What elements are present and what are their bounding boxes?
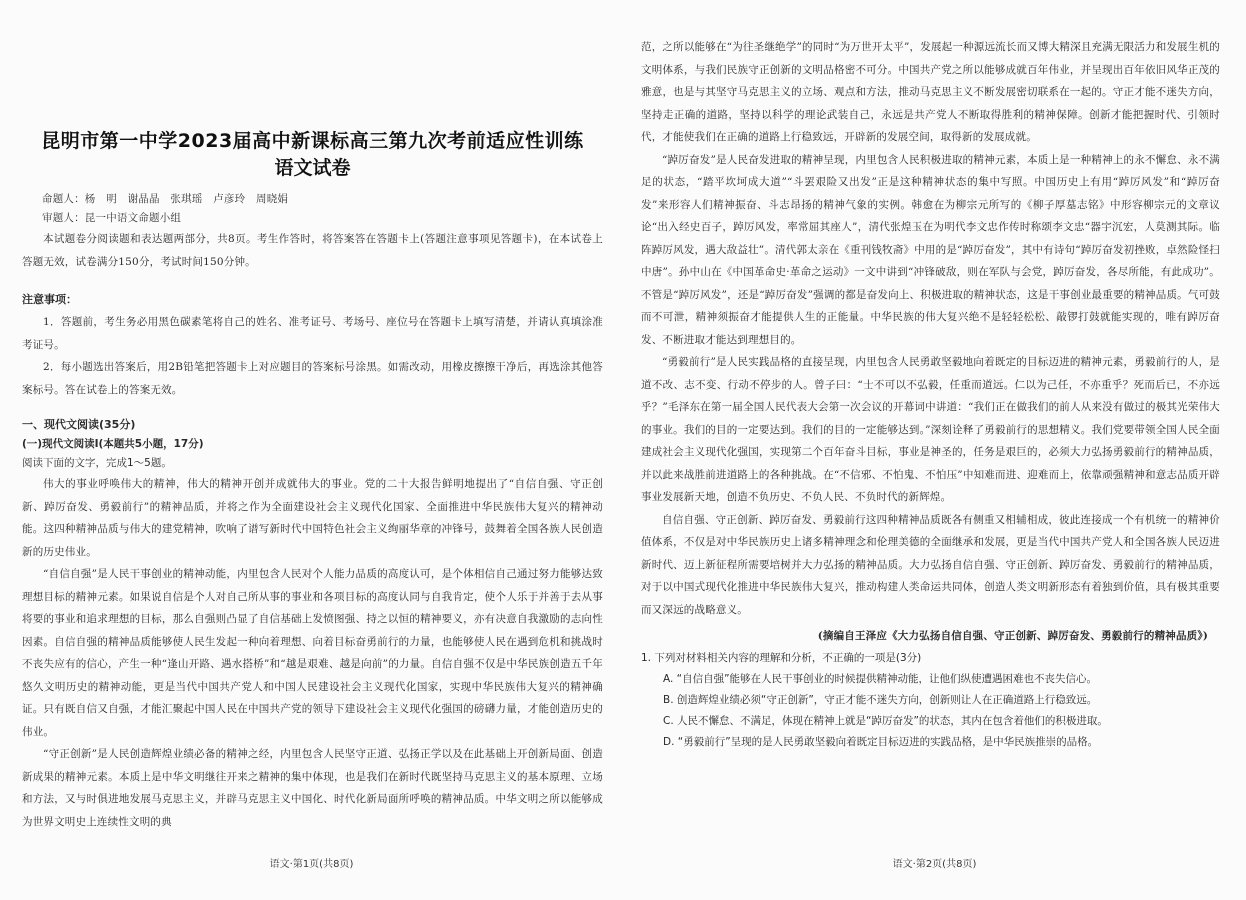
subsection-heading: (一)现代文阅读Ⅰ(本题共5小题，17分) <box>22 438 204 450</box>
authors-line: 命题人：杨 明 谢晶晶 张琪瑶 卢彦玲 周晓娟 <box>42 193 289 205</box>
exam-subtitle: 语文试卷 <box>274 157 351 179</box>
passage-paragraph: 自信自强、守正创新、踔厉奋发、勇毅前行这四种精神品质既各有侧重又相辅相成，彼此连接成一个有机统一的精神价值体系，不仅是对中华民族历史上诸多精神理念和伦理美德的全面继承和发展，更是当代中国共产党人和全国各族人民迈进新时代、迈上新征程所需要培树并大力弘扬的精神品质。大力弘扬自信自强、守正创新、踔厉奋发、勇毅前行的精神品质，对于以中国式现代化推进中华民族伟大复兴，推动构建人类命运共同体，创造人类文明新形态有着独到价值，具有极其重要而又深远的战略意义。 <box>641 513 1220 616</box>
page-footer: 语文·第2页(共8页) <box>892 859 977 870</box>
option-c: C. 人民不懈怠、不满足，体现在精神上就是“踔厉奋发”的状态，其内在包含着他们的积极进取。 <box>663 714 1108 727</box>
notice-item: 2．每小题选出答案后，用2B铅笔把答题卡上对应题目的答案标号涂黑。如需改动，用橡皮擦擦干净后，再选涂其他答案标号。答在试卷上的答案无效。 <box>22 361 603 396</box>
notice-heading: 注意事项： <box>22 293 77 306</box>
exam-intro: 本试题卷分阅读题和表达题两部分，共8页。考生作答时，将答案答在答题卡上(答题注意事项见答题卡)，在本试卷上答题无效，试卷满分150分，考试时间150分钟。 <box>22 233 603 268</box>
source-citation: (摘编自王泽应《大力弘扬自信自强、守正创新、踔厉奋发、勇毅前行的精神品质》) <box>817 630 1208 642</box>
option-b: B. 创造辉煌业绩必须“守正创新”，守正才能不迷失方向，创新则让人在正确道路上行稳致远。 <box>663 693 1098 706</box>
notice-item: 1．答题前，考生务必用黑色碳素笔将自己的姓名、准考证号、考场号、座位号在答题卡上填写清楚，并请认真填涂准考证号。 <box>22 316 603 351</box>
right-page <box>623 0 1246 900</box>
exam-title: 昆明市第一中学2023届高中新课标高三第九次考前适应性训练 <box>41 130 584 152</box>
passage-paragraph: 伟大的事业呼唤伟大的精神，伟大的精神开创并成就伟大的事业。党的二十大报告鲜明地提出了“自信自强、守正创新、踔厉奋发、勇毅前行”的精神品质，并将之作为全面建设社会主义现代化国家、全面推进中华民族伟大复兴的精神动能。这四种精神品质与伟大的建党精神，吹响了谱写新时代中国特色社会主义绚丽华章的冲锋号，鼓舞着全国各族人民创造新的历史伟业。 <box>22 478 603 558</box>
passage-paragraph: “自信自强”是人民干事创业的精神动能，内里包含人民对个人能力品质的高度认可，是个体相信自己通过努力能够达致理想目标的精神元素。如果说自信是个人对自己所从事的事业和各项目标的高度认同与自我肯定，使个人乐于并善于去从事将要的事业和追求理想的目标，那么自强则凸显了自信基础上发愤图强、持之以恒的精神要义，亦有决意自我激励的志向性因素。自信自强的精神品质能够使人民生发起一种向着理想、向着目标奋勇前行的力量，也能够使人民在遇到危机和挑战时不丧失应有的信心，产生一种“逢山开路、遇水搭桥”和“越是艰难、越是向前”的力量。自信自强不仅是中华民族创造五千年悠久文明历史的精神动能，更是当代中国共产党人和中国人民建设社会主义现代化国家，实现中华民族伟大复兴的精神确证。只有既自信又自强，才能汇聚起中国人民在中国共产党的领导下建设社会主义现代化强国的磅礴力量，才能创造历史的伟业。 <box>22 568 603 738</box>
page-footer: 语文·第1页(共8页) <box>269 859 354 870</box>
passage-paragraph: “踔厉奋发”是人民奋发进取的精神呈现，内里包含人民积极进取的精神元素，本质上是一种精神上的永不懈怠、永不满足的状态，“踏平坎坷成大道”“斗罢艰险又出发”正是这种精神状态的集中写照。中国历史上有用“踔厉风发”和“踔厉奋发”来形容人们精神振奋、斗志昂扬的精神气象的实例。韩愈在为柳宗元所写的《柳子厚墓志铭》中形容柳宗元的文章议论“出入经史百子，踔厉风发，率常屈其座人”，清代张煌玉在为明代李文忠作传时称颂李文忠“器宇沉宏，人莫测其际。临阵踔厉风发，遇大敌益壮”。清代郭太亲在《重刊钱牧斋》中用的是“踔厉奋发”，其中有诗句“踔厉奋发初挫败，卓然险怪扫中唐”。孙中山在《中国革命史·革命之运动》一文中讲到“冲锋破敌，则在军队与会党，踔厉奋发，各尽所能，有此成功”。不管是“踔厉风发”，还是“踔厉奋发”强调的都是奋发向上、积极进取的精神状态，这是干事创业最重要的精神品质。气可鼓而不可泄，精神须振奋才能提供人生的正能量。中华民族的伟大复兴绝不是轻轻松松、敲锣打鼓就能实现的，唯有踔厉奋发、不断进取才能达到理想目的。 <box>641 153 1220 346</box>
reviewers-line: 审题人：昆一中语文命题小组 <box>42 212 182 224</box>
passage-paragraph: “守正创新”是人民创造辉煌业绩必备的精神之经，内里包含人民坚守正道、弘扬正学以及在此基础上开创新局面、创造新成果的精神元素。本质上是中华文明继往开来之精神的集中体现，也是我们在新时代既坚持马克思主义的基本原理、立场和方法，又与时俱进地发展马克思主义，并辟马克思主义中国化、时代化新局面所呼唤的精神品质。中华文明之所以能够成为世界文明史上连续性文明的典 <box>22 748 603 828</box>
reading-instruction: 阅读下面的文字，完成1～5题。 <box>22 457 172 469</box>
passage-paragraph: 范，之所以能够在“为往圣继绝学”的同时“为万世开太平”，发展起一种源远流长而又博大精深且充满无限活力和发展生机的文明体系，与我们民族守正创新的文明品格密不可分。中国共产党之所以能够成就百年伟业，并呈现出百年依旧风华正茂的雅意，也是与其坚守马克思主义的立场、观点和方法，推动马克思主义不断发展密切联系在一起的。守正才能不迷失方向，坚持走正确的道路，坚持以科学的理论武装自己，永远是共产党人不断取得胜利的精神保障。创新才能把握时代、引领时代，才能使我们在正确的道路上行稳致远，开辟新的发展空间，取得新的发展成就。 <box>641 41 1220 143</box>
option-d: D. “勇毅前行”呈现的是人民勇敢坚毅向着既定目标迈进的实践品格，是中华民族推崇的品格。 <box>663 735 1099 748</box>
passage-paragraph: “勇毅前行”是人民实践品格的直接呈现，内里包含人民勇敢坚毅地向着既定的目标迈进的精神元素，勇毅前行的人，是道不改、志不变、行动不停步的人。曾子曰：“士不可以不弘毅，任重而道远。仁以为己任，不亦重乎？死而后已，不亦远乎？”毛泽东在第一届全国人民代表大会第一次会议的开幕词中讲道：“我们正在做我们的前人从来没有做过的极其光荣伟大的事业。我们的目的一定要达到。我们的目的一定能够达到。”深刻诠释了勇毅前行的思想精义。我们党要带领全国人民全面建成社会主义现代化强国，实现第二个百年奋斗目标，事业是神圣的，任务是艰巨的，必须大力弘扬勇毅前行的精神品质，并以此来战胜前进道路上的各种挑战。在“不信邪、不怕鬼、不怕压”中知难而进、迎难而上，依靠顽强精神和意志品质开辟事业发展新天地，创造不负历史、不负人民、不负时代的新辉煌。 <box>641 356 1220 503</box>
section-heading: 一、现代文阅读(35分) <box>22 418 136 431</box>
option-a: A. “自信自强”能够在人民干事创业的时候提供精神动能，让他们纵使遭遇困难也不丧失信心。 <box>663 672 1098 685</box>
question-1: 1. 下列对材料相关内容的理解和分析，不正确的一项是(3分) <box>641 651 922 664</box>
